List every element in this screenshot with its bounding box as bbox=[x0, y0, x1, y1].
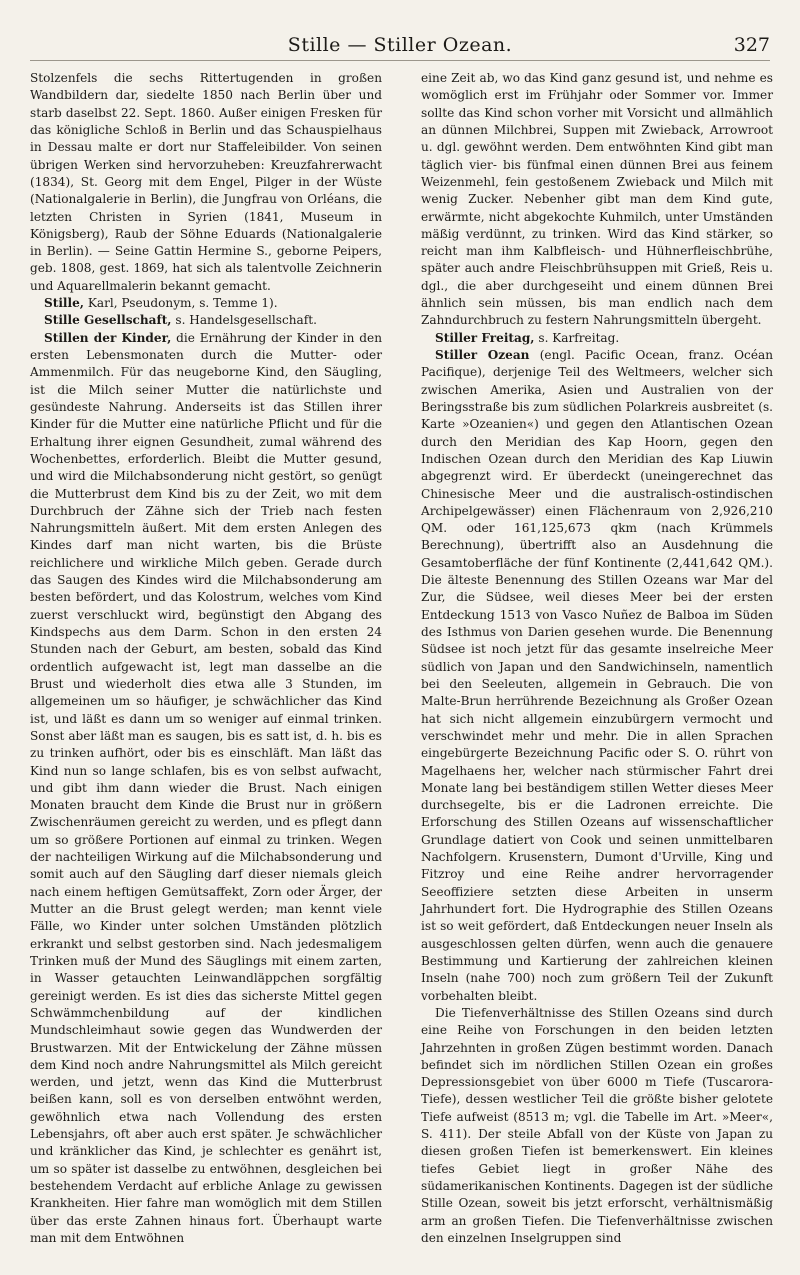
entry-headword: Stiller Ozean bbox=[435, 348, 530, 362]
entry-text: eine Zeit ab, wo das Kind ganz gesund ist, und nehme es womöglich erst im Frühjahr oder Sommer vor. Immer sollte das Kind schon vorher mit Vorsicht und allmählich an dünnen Milchbrei, Suppen mit Zwieback, Arrowroot u. dgl. gewöhnt werden. Dem entwöhnten Kind gibt man täglich vier- bis fünfmal einen dünnen Brei aus feinem Weizenmehl, fein gestoßenem Zwieback und Milch mit wenig Zucker. Nebenher gibt man dem Kind gute, erwärmte, nicht abgekochte Kuhmilch, unter Umständen mäßig verdünnt, zu trinken. Wird das Kind stärker, so reicht man ihm Kalbfleisch- und Hühnerfleischbrühe, später auch andre Fleischbrühsuppen mit Grieß, Reis u. dgl., die aber durchgeseiht und einem dünnen Brei ähnlich sein müssen, bis man endlich nach dem Zahndurchbruch zu festern Nahrungsmitteln übergeht. bbox=[421, 71, 773, 328]
entry-continuation bbox=[30, 70, 382, 295]
page-number: 327 bbox=[733, 34, 770, 56]
entry-headword: Stille Gesellschaft, bbox=[44, 313, 172, 328]
entry-stiller-freitag bbox=[421, 330, 773, 347]
entry-text: die Ernährung der Kinder in den ersten Lebensmonaten durch die Mutter- oder Ammenmilch. Für das neugeborne Kind, den Säugling, ist die Milch seiner Mutter die natürlichste und gesündeste Nahrung. Anderseits ist das Stillen ihrer Kinder für die Mutter eine natürliche Pflicht und für die Erhaltung ihrer eignen Gesundheit, zumal während des Wochenbettes, erforderlich. Bleibt die Mutter gesund, und wird die Milchabsonderung nicht gestört, so genügt die Mutterbrust dem Kind bis zu der Zeit, wo mit dem Durchbruch der Zähne sich der Trieb nach festen Nahrungsmitteln äußert. Mit dem ersten Anlegen des Kindes darf man nicht warten, bis die Brüste reichlichere und wirkliche Milch geben. Gerade durch das Saugen des Kindes wird die Milchabsonderung am besten befördert, und das Kolostrum, welches vom Kind zuerst verschluckt wird, begünstigt den Abgang des Kindspechs aus dem Darm. Schon in den ersten 24 Stunden nach der Geburt, am besten, sobald das Kind ordentlich aufgewacht ist, legt man dasselbe an die Brust und wiederholt dies etwa alle 3 Stunden, im allgemeinen um so häufiger, je schwächlicher das Kind ist, und läßt es dann um so weniger auf einmal trinken. Sonst aber läßt man es saugen, bis es satt ist, d. h. bis es zu trinken aufhört, oder bis es einschläft. Man läßt das Kind nun so lange schlafen, bis es von selbst aufwacht, und gibt ihm dann wieder die Brust. Nach einigen Monaten braucht dem Kinde die Brust nur in größern Zwischenräumen gereicht zu werden, und es pflegt dann um so größere Portionen auf einmal zu trinken. Wegen der nachteiligen Wirkung auf die Milchabsonderung und somit auch auf den Säugling darf dieser niemals gleich nach einem heftigen Gemütsaffekt, Zorn oder Ärger, der Mutter an die Brust gelegt werden; man kennt viele Fälle, wo Kinder unter solchen Umständen plötzlich erkrankt und selbst gestorben sind. Nach jedesmaligem Trinken muß der Mund des Säuglings mit einem zarten, in Wasser getauchten Leinwandläppchen sorgfältig gereinigt werden. Es ist dies das sicherste Mittel gegen Schwämmchenbildung auf der kindlichen Mundschleimhaut sowie gegen das Wundwerden der Brustwarzen. Mit der Entwickelung der Zähne müssen dem Kind noch andre Nahrungsmittel als Milch gereicht werden, und jetzt, wenn das Kind die Mutterbrust beißen kann, soll es von derselben entwöhnt werden, gewöhnlich etwa nach Vollendung des ersten Lebensjahrs, oft aber auch erst später. Je schwächlicher und kränklicher das Kind, je schlechter es genährt ist, um so später ist dasselbe zu entwöhnen, desgleichen bei bestehendem Verdacht auf erbliche Anlage zu gewissen Krankheiten. Hier fahre man womöglich mit dem Stillen über das erste Zahnen hinaus fort. Überhaupt warte man mit dem Entwöhnen bbox=[30, 330, 382, 1245]
entry-text: Die Tiefenverhältnisse des Stillen Ozeans sind durch eine Reihe von Forschungen in den beiden letzten Jahrzehnten in großen Zügen bestimmt worden. Danach befindet sich im nördlichen Stillen Ozean ein großes Depressionsgebiet von über 6000 m Tiefe (Tuscarora-Tiefe), dessen westlicher Teil die größte bisher gelotete Tiefe aufweist (8513 m; vgl. die Tabelle im Art. »Meer«, S. 411). Der steile Abfall von der Küste von Japan zu diesen großen Tiefen ist bemerkenswert. Ein kleines tiefes Gebiet liegt in großer Nähe des südamerikanischen Kontinents. Dagegen ist der südliche Stille Ozean, soweit bis jetzt erforscht, verhältnismäßig arm an großen Tiefen. Die Tiefenverhältnisse zwischen den einzelnen Inselgruppen sind bbox=[421, 1005, 773, 1245]
entry-stiller-ozean bbox=[421, 347, 773, 1005]
entry-paragraph bbox=[421, 1005, 773, 1247]
entry-text: s. Handelsgesellschaft. bbox=[171, 313, 317, 328]
entry-text: Karl, Pseudonym, s. Temme 1). bbox=[84, 296, 278, 311]
entry-stillen-der-kinder bbox=[30, 330, 382, 1248]
entry-headword: Stillen der Kinder, bbox=[44, 330, 172, 345]
left-column bbox=[30, 70, 382, 1247]
entry-headword: Stiller Freitag, bbox=[435, 330, 535, 345]
entry-text: Stolzenfels die sechs Rittertugenden in großen Wandbildern dar, siedelte 1850 nach Berlin über und starb daselbst 22. Sept. 1860. Außer einigen Fresken für das königliche Schloß in Berlin und das Schauspielhaus in Dessau malte er dort nur Staffeleibilder. Von seinen übrigen Werken sind hervorzuheben: Kreuzfahrerwacht (1834), St. Georg mit dem Engel, Pilger in der Wüste (Nationalgalerie in Berlin), die Jungfrau von Orléans, die letzten Christen in Syrien (1841, Museum in Königsberg), Raub der Söhne Eduards (Nationalgalerie in Berlin). — Seine Gattin Hermine S., geborne Peipers, geb. 1808, gest. 1869, hat sich als talentvolle Zeichnerin und Aquarellmalerin bekannt gemacht. bbox=[30, 71, 382, 293]
running-title: Stille — Stiller Ozean. bbox=[287, 34, 513, 56]
entry-continuation bbox=[421, 70, 773, 330]
right-column bbox=[421, 70, 773, 1247]
entry-stille-karl bbox=[30, 295, 382, 312]
entry-text: (engl. Pacific Ocean, franz. Océan Pacifique), derjenige Teil des Weltmeers, welcher sich zwischen Amerika, Asien und Australien von der Beringsstraße bis zum südlichen Polarkreis ausbreitet (s. Karte »Ozeanien«) und gegen den Atlantischen Ozean durch den Meridian des Kap Hoorn, gegen den Indischen Ozean durch den Meridian des Kap Liuwin abgegrenzt wird. Er überdeckt (uneingerechnet das Chinesische Meer und die australisch-ostindischen Archipelgewässer) einen Flächenraum von 2,926,210 QM. oder 161,125,673 qkm (nach Krümmels Berechnung), übertrifft also an Ausdehnung die Gesamtoberfläche der fünf Kontinente (2,441,642 QM.). Die älteste Benennung des Stillen Ozeans war Mar del Zur, die Südsee, weil dieses Meer bei der ersten Entdeckung 1513 von Vasco Nuñez de Balboa im Süden des Isthmus von Darien gesehen wurde. Die Benennung Südsee ist noch jetzt für das gesamte inselreiche Meer südlich von Japan und den Sandwichinseln, namentlich bei den Seeleuten, allgemein in Gebrauch. Die von Malte-Brun herrührende Bezeichnung als Großer Ozean hat sich nicht allgemein einzubürgern vermocht und verschwindet mehr und mehr. Die in allen Sprachen eingebürgerte Bezeichnung Pacific oder S. O. rührt von Magelhaens her, welcher nach stürmischer Fahrt drei Monate lang bei beständigem stillen Wetter dieses Meer durchsegelte, bis er die Ladronen erreichte. Die Erforschung des Stillen Ozeans auf wissenschaftlicher Grundlage datiert von Cook und seinen unmittelbaren Nachfolgern. Krusenstern, Dumont d'Urville, King und Fitzroy und eine Reihe andrer hervorragender Seeoffiziere setzten diese Arbeiten in unserm Jahrhundert fort. Die Hydrographie des Stillen Ozeans ist so weit gefördert, daß Entdeckungen neuer Inseln als ausgeschlossen gelten dürfen, wenn auch die genauere Bestimmung und Kartierung der zahlreichen kleinen Inseln (nahe 700) noch zum größern Teil der Zukunft vorbehalten bleibt. bbox=[421, 348, 773, 1003]
entry-stille-gesellschaft bbox=[30, 312, 382, 329]
page-header bbox=[30, 30, 770, 61]
entry-headword: Stille, bbox=[44, 296, 85, 311]
entry-text: s. Karfreitag. bbox=[534, 330, 620, 345]
